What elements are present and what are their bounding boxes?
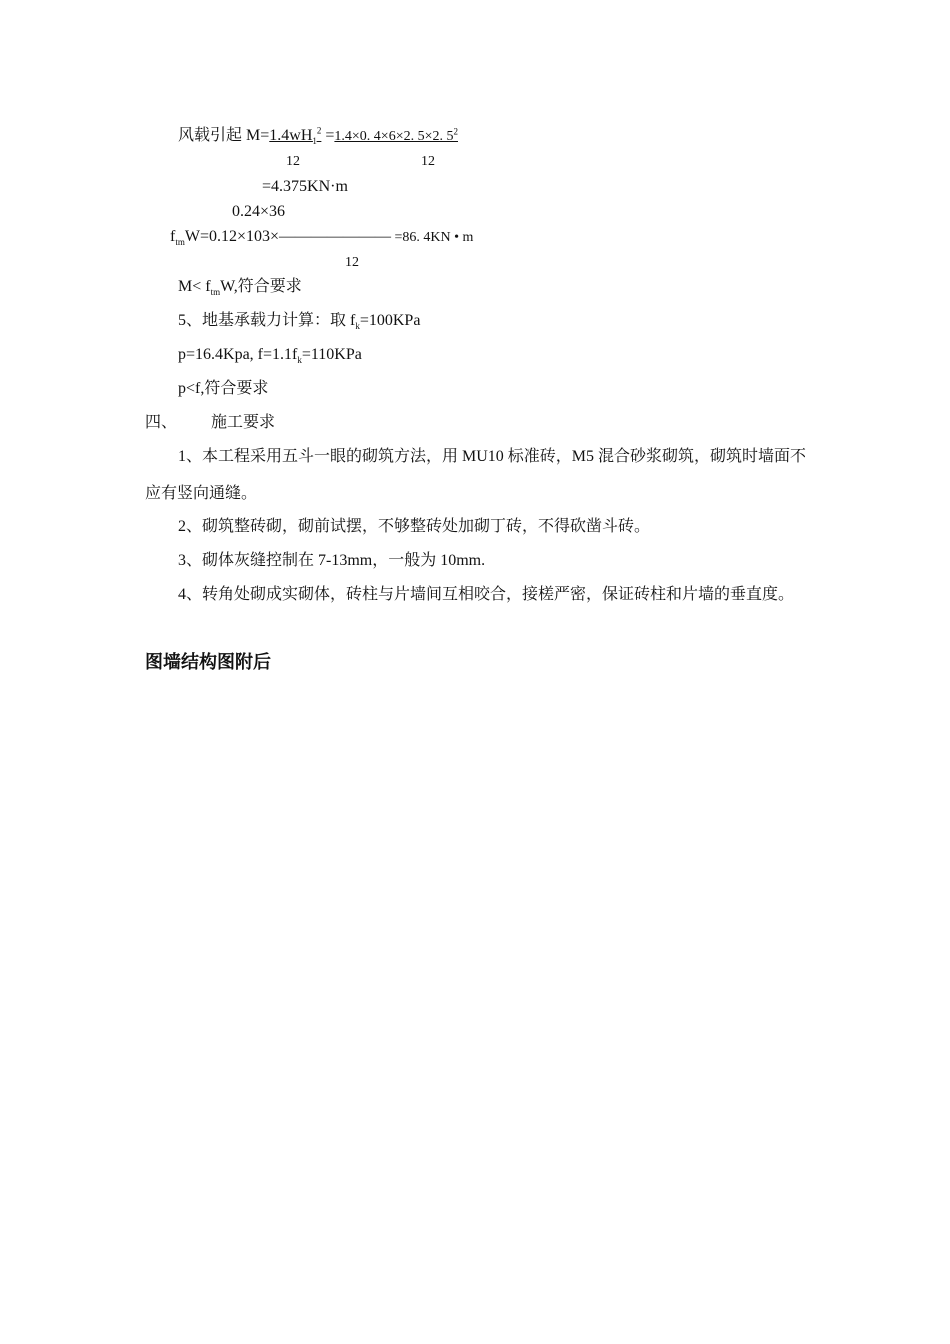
section-title: 施工要求 [211, 414, 276, 431]
wind-moment-eq: = [321, 127, 335, 144]
requirement-1-line-1: 1、本工程采用五斗一眼的砌筑方法，用 MU10 标准砖，M5 混合砂浆砌筑，砌筑时墙面不 [178, 448, 807, 465]
wind-moment-result: =4.375KN·m [262, 178, 348, 195]
requirement-3: 3、砌体灰缝控制在 7-13mm，一般为 10mm. [178, 552, 486, 569]
section-number: 四、 [145, 414, 178, 431]
ftmw-fraction-bar: ——————— [279, 228, 392, 245]
ftmw-formula: $f_{tm}W=0.12\times 103\times——————— =86$. 4KN • m [170, 228, 474, 248]
foundation-capacity-item: 5、地基承载力计算：取 $f_k=100KPa$ [178, 312, 421, 332]
wind-moment-numerator-right: 1.4×0. 4×6×2. 5×2. $5^2$ [334, 126, 458, 144]
ftmw-result: =86. 4KN • m [391, 230, 474, 245]
wind-moment-numerator-left: $1.4wH_1^2$ [269, 125, 322, 147]
requirement-1-line-2: 应有竖向通缝。 [145, 485, 258, 502]
wind-moment-denominator-left: 12 [286, 154, 300, 169]
pressure-line: p=16.4Kpa, $f=1.1f_k=110KPa$ [178, 346, 362, 366]
ftmw-numerator: 0.24×36 [232, 203, 286, 220]
requirement-2: 2、砌筑整砖砌，砌前试摆，不够整砖处加砌丁砖，不得砍凿斗砖。 [178, 518, 651, 535]
wind-moment-formula [178, 126, 458, 147]
wind-moment-denominator-right: 12 [421, 154, 435, 169]
ftmw-denominator: 12 [345, 255, 359, 270]
footer-heading: 图墙结构图附后 [145, 652, 271, 673]
wind-moment-label: 风载引起 M= [178, 127, 270, 144]
moment-check: $M< f_{tm}W$,符合要求 [178, 278, 302, 298]
requirement-4: 4、转角处砌成实砌体，砖柱与片墙间互相咬合，接槎严密，保证砖柱和片墙的垂直度。 [178, 586, 795, 603]
pressure-check: p<f,符合要求 [178, 380, 269, 397]
